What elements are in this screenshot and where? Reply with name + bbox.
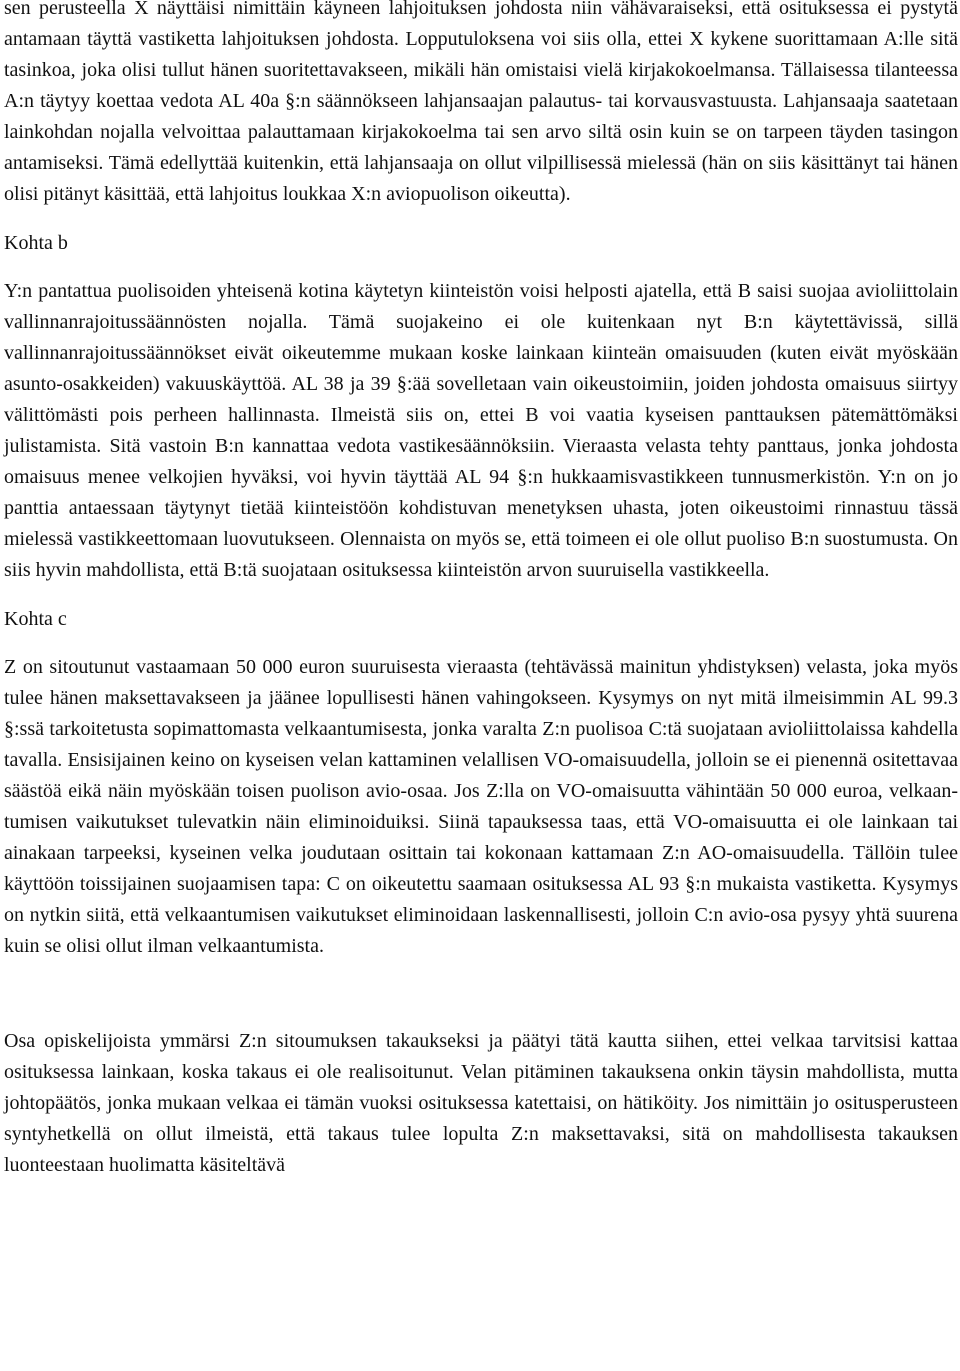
paragraph-kohta-c: Z on sitoutunut vastaamaan 50 000 euron suuruisesta vieraasta (tehtävässä mainitun yhdistyksen) velasta, joka myös tulee hänen maksettavakseen ja jäänee lopullisesti hänen vahingokseen. Kysymys on nyt mitä ilmeisimmin AL 99.3 §:ssä tarkoitetusta sopimattomasta velkaantumisesta, jonka varalta Z:n puolisoa C:tä suojataan avioliittolaissa kahdella tavalla. Ensisijainen keino on kyseisen velan kattaminen velallisen VO-omaisuudella, jolloin se ei pienennä ositettavaa säästöä eikä näin myöskään toisen puolison avio-osaa. Jos Z:lla on VO-omaisuutta vähintään 50 000 euroa, velkaantumisen vaikutukset tulevatkin näin eliminoiduiksi. Siinä tapauksessa taas, että VO-omaisuutta ei ole lainkaan tai ainakaan tarpeeksi, kyseinen velka joudutaan osittain tai kokonaan kattamaan Z:n AO-omaisuudella. Tällöin tulee käyttöön toissijainen suojaamisen tapa: C on oikeutettu saamaan osituksessa AL 93 §:n mukaista vastiketta. Kysymys on nytkin siitä, että velkaantumisen vaikutukset eliminoidaan laskennallisesti, jolloin C:n avio-osa pysyy yhtä suurena kuin se olisi ollut ilman velkaantumista. (4, 656, 958, 957)
paragraph-kohta-a-continuation: sen perusteella X näyttäisi nimittäin käyneen lahjoituksen johdosta niin vähävaraiseksi, että osituksessa ei pystytä antamaan täyttä vastiketta lahjoituksen johdosta. Lopputuloksena voi siis olla, ettei X kykene suorittamaan A:lle sitä tasinkoa, joka olisi tullut hänen suoritettavakseen, mikäli hän omistaisi vielä kirjakokoelmansa. Tällaisessa tilanteessa A:n täytyy koettaa vedota AL 40a §:n säännökseen lahjansaajan palautus- tai korvausvastuusta. Lahjansaaja saatetaan lainkohdan nojalla velvoittaa palauttamaan kirjakokoelma tai sen arvo siltä osin kuin se on tarpeen täyden tasingon antamiseksi. Tämä edellyttää kuitenkin, että lahjansaaja on ollut vilpillisessä mielessä (hän on siis käsittänyt tai hänen olisi pitänyt käsittää, että lahjoitus loukkaa X:n aviopuolison oikeutta). (4, 0, 958, 205)
paragraph-spacer (4, 962, 958, 1026)
heading-kohta-c: Kohta c (4, 608, 67, 630)
paragraph-student-note: Osa opiskelijoista ymmärsi Z:n sitoumuksen takaukseksi ja päätyi tätä kautta siihen, ettei velkaa tarvitsisi kattaa osituksessa lainkaan, koska takaus ei ole realisoitunut. Velan pitäminen takauksena onkin täysin mahdollista, mutta johtopäätös, jonka mukaan velkaa ei tämän vuoksi osituksessa katettaisi, on hätiköity. Jos nimittäin jo ositusperusteen syntyhetkellä on ollut ilmeistä, että takaus tulee lopulta Z:n maksettavaksi, sitä on mahdollisesta takauksen luonteestaan huolimatta käsiteltävä (4, 1030, 958, 1176)
paragraph-kohta-b: Y:n pantattua puolisoiden yhteisenä kotina käytetyn kiinteistön voisi helposti ajatella, että B saisi suojaa avioliittolain vallinnanrajoitussäännösten nojalla. Tämä suojakeino ei ole kuitenkaan nyt B:n käytettävissä, sillä vallinnanrajoitussäännökset eivät oikeutemme mukaan koske lainkaan kiinteän omaisuuden (kuten eivät myöskään asunto-osakkeiden) vakuuskäyttöä. AL 38 ja 39 §:ää sovelletaan vain oikeustoimiin, joiden johdosta omaisuus siirtyy välittömästi pois perheen hallinnasta. Ilmeistä siis on, ettei B voi vaatia kyseisen panttauksen pätemättömäksi julistamista. Sitä vastoin B:n kannattaa vedota vastikesäännöksiin. Vieraasta velasta tehty panttaus, jonka johdosta omaisuus menee velkojien hyväksi, voi hyvin täyttää AL 94 §:n hukkaamisvastikkeen tunnusmerkistön. Y:n on jo panttia antaessaan täytynyt tietää kiinteistöön kohdistuvan menetyksen uhasta, joten oikeustoimi rinnastuu tässä mielessä vastikkeettomaan luovutukseen. Olennaista on myös se, että toimeen ei ole ollut puoliso B:n suostumusta. On siis hyvin mahdollista, että B:tä suojataan osituksessa kiinteistön arvon suuruisella vastikkeella. (4, 280, 958, 581)
heading-kohta-b: Kohta b (4, 232, 68, 254)
